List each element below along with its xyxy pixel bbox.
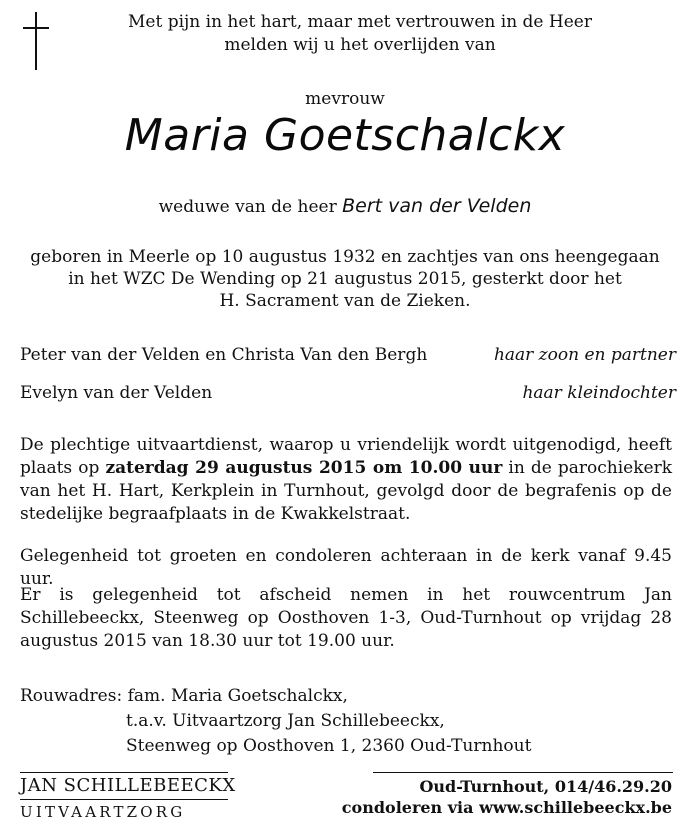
funeral-home-name: JAN SCHILLEBEECKX (20, 775, 236, 796)
widow-line (0, 195, 690, 217)
born-line-1: geboren in Meerle op 10 augustus 1932 en zachtjes van ons heengegaan (30, 247, 660, 267)
address-line-2: t.a.v. Uitvaartzorg Jan Schillebeeckx, (126, 711, 445, 731)
contact-info (342, 776, 672, 818)
cross-icon (19, 12, 55, 70)
brand-divider (20, 799, 228, 800)
family-relation: haar kleindochter (522, 383, 676, 403)
birth-death-text (20, 246, 670, 312)
family-names: Peter van der Velden en Christa Van den Bergh (20, 345, 428, 365)
funeral-home-tagline: UITVAARTZORG (20, 803, 186, 821)
husband-name: Bert van der Velden (342, 195, 532, 217)
title-prefix: mevrouw (305, 89, 385, 109)
address-label: Rouwadres: (20, 686, 123, 706)
born-line-3: H. Sacrament van de Zieken. (219, 291, 471, 311)
born-line-2: in het WZC De Wending op 21 augustus 2015, gesterkt door het (68, 269, 622, 289)
address-line-1: fam. Maria Goetschalckx, (127, 686, 348, 706)
family-names: Evelyn van der Velden (20, 383, 213, 403)
address-line-3: Steenweg op Oosthoven 1, 2360 Oud-Turnhout (126, 736, 532, 756)
intro-text (60, 11, 660, 57)
footer-divider (20, 772, 228, 773)
widow-prefix: weduwe van de heer (158, 197, 337, 217)
intro-line-1: Met pijn in het hart, maar met vertrouwen in de Heer (128, 12, 592, 32)
service-paragraph (20, 434, 672, 526)
service-date: zaterdag 29 augustus 2015 om 10.00 uur (105, 458, 503, 478)
family-relation: haar zoon en partner (493, 345, 676, 365)
service-part-2: in de parochiekerk van het H. Hart, Kerkplein in Turnhout, gevolgd door de begrafenis op de stedelijke begraafplaats in de Kwakkelstraat. (20, 458, 673, 524)
intro-line-2: melden wij u het overlijden van (224, 35, 496, 55)
deceased-name: Maria Goetschalckx (124, 110, 566, 161)
service-part-1: De plechtige uitvaartdienst, waarop u vriendelijk wordt uitgenodigd, heeft plaats op (20, 435, 672, 478)
contact-divider (373, 772, 673, 773)
condolences-paragraph: Gelegenheid tot groeten en condoleren achteraan in de kerk vanaf 9.45 uur. (20, 546, 672, 589)
mourning-address (20, 684, 531, 759)
contact-phone: Oud-Turnhout, 014/46.29.20 (419, 777, 672, 796)
contact-website[interactable]: condoleren via www.schillebeeckx.be (341, 798, 672, 817)
farewell-paragraph: Er is gelegenheid tot afscheid nemen in het rouwcentrum Jan Schillebeeckx, Steenweg op Oosthoven 1-3, Oud-Turnhout op vrijdag 28 augustus 2015 van 18.30 uur tot 19.00 uur. (20, 585, 672, 651)
